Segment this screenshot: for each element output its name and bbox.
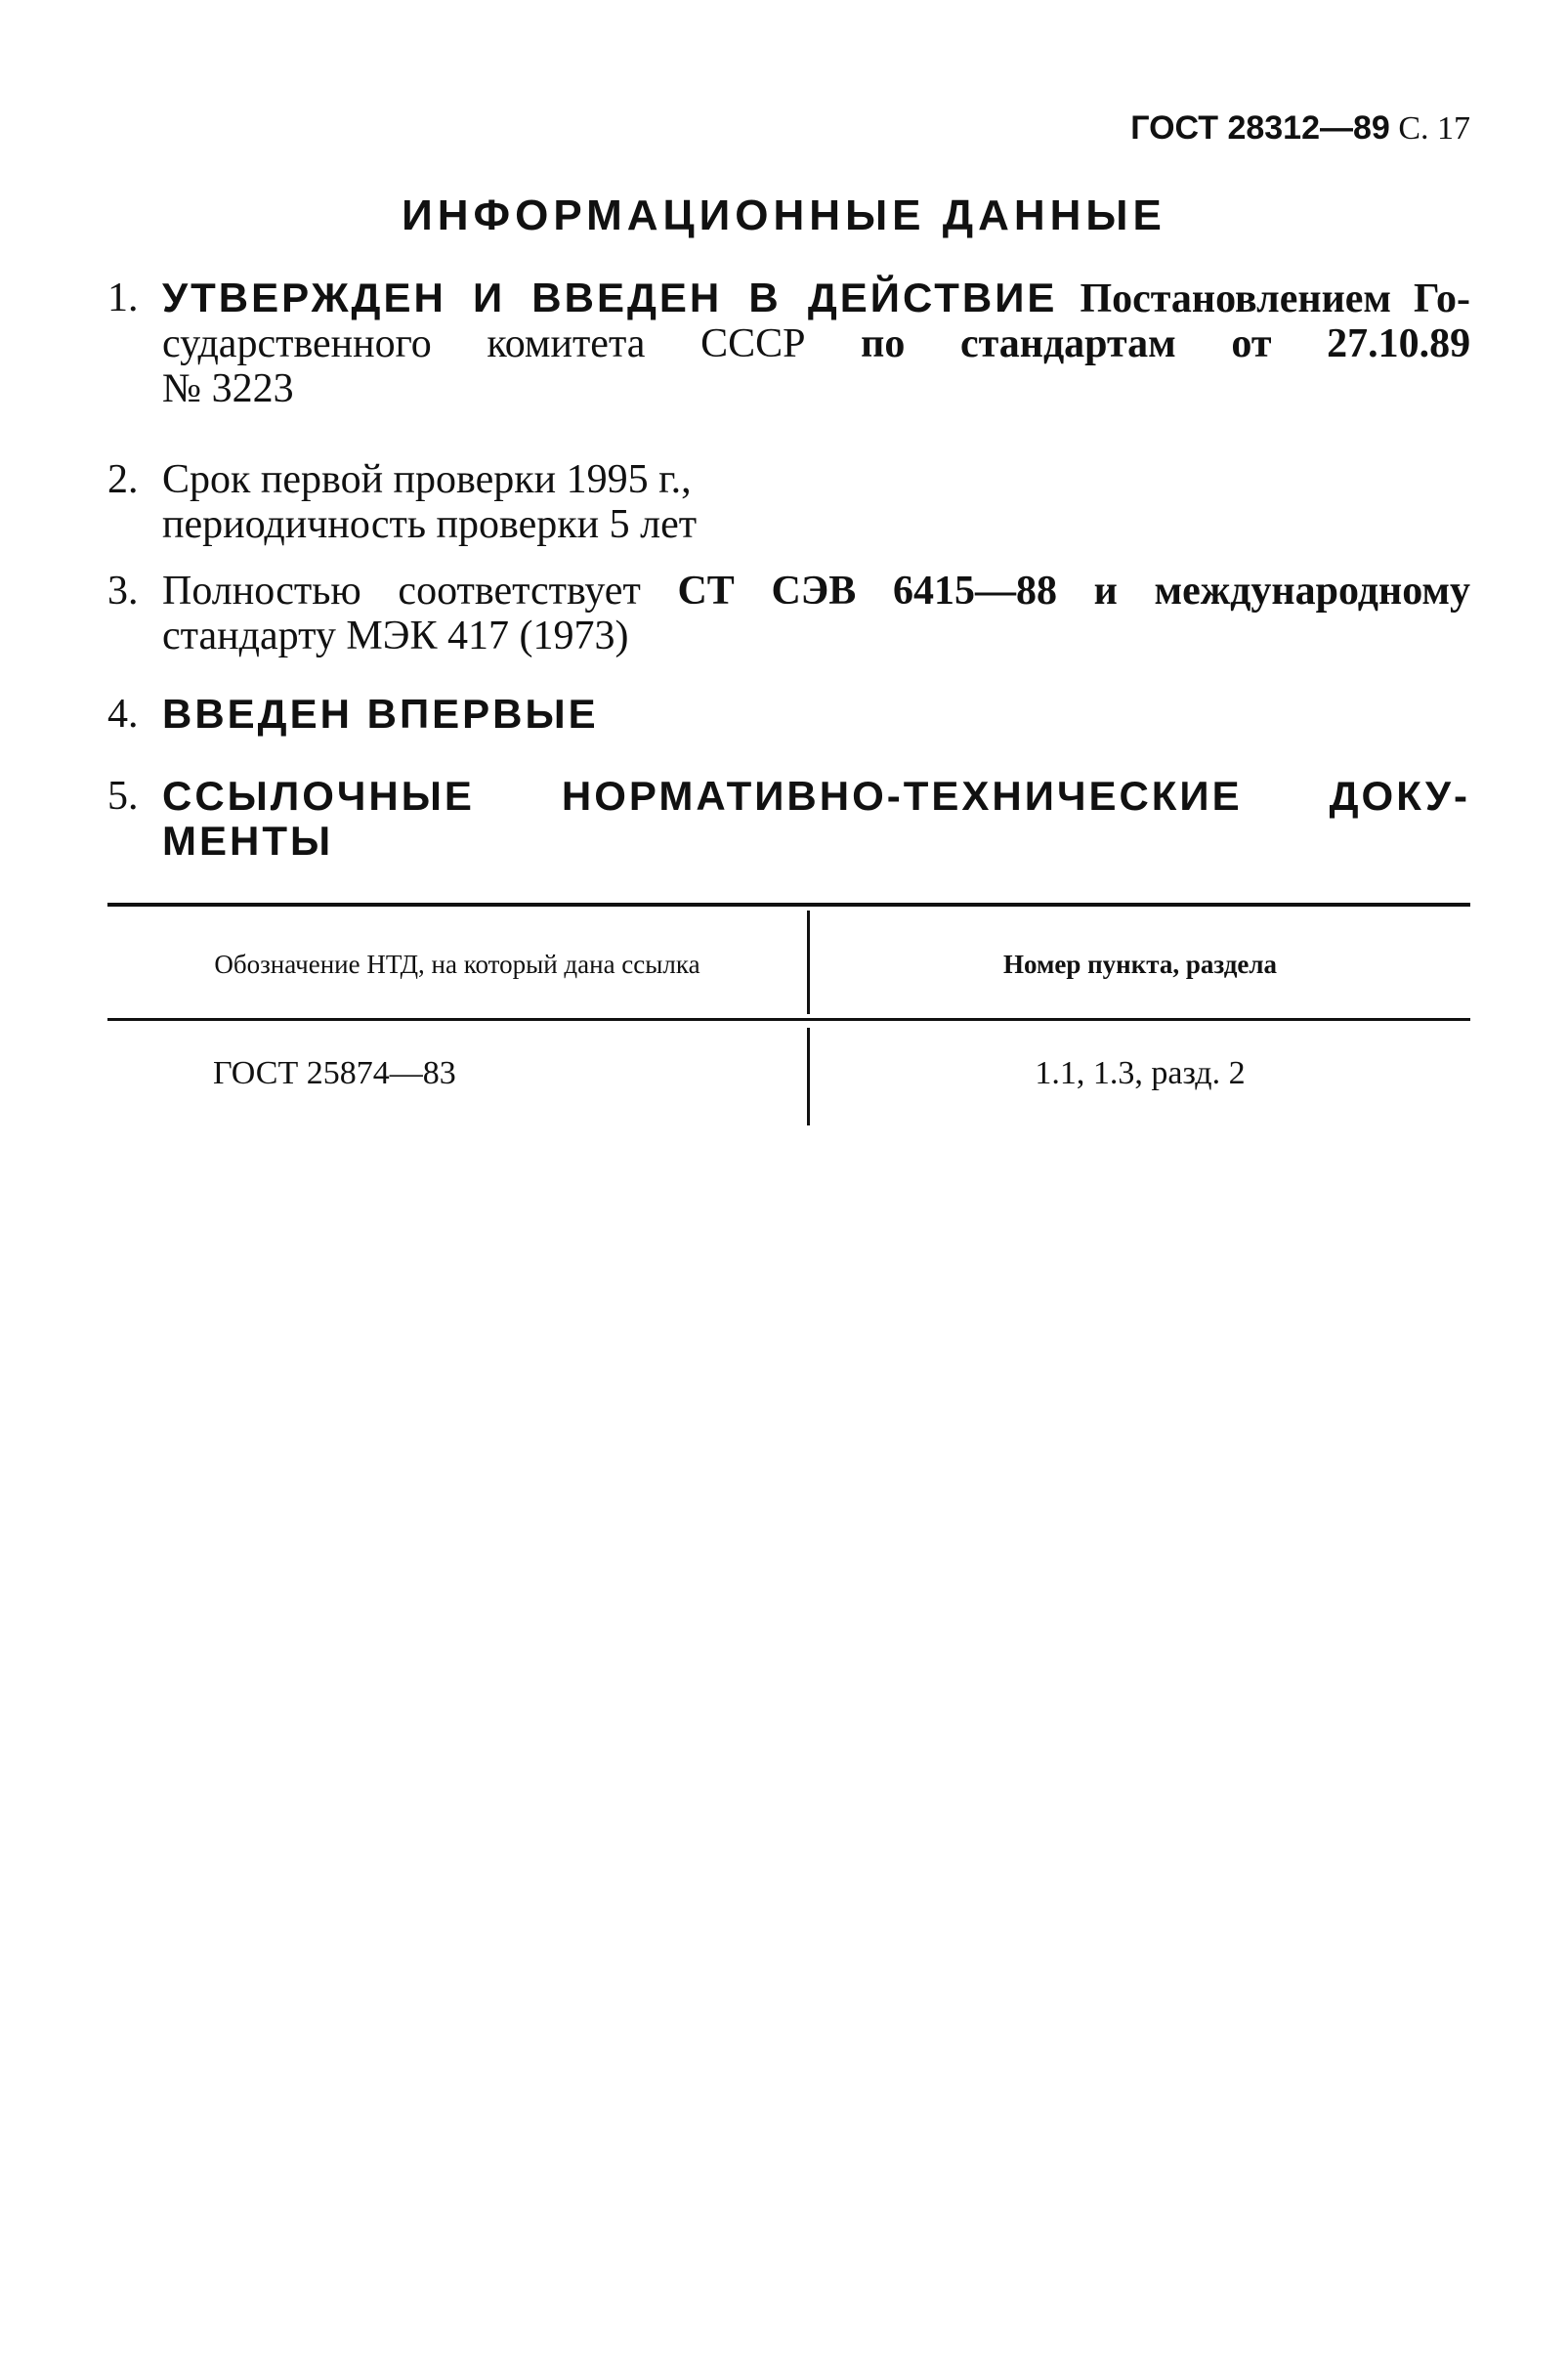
table-cell-section: 1.1, 1.3, разд. 2 [1035,1055,1246,1091]
table-cell-document: ГОСТ 25874—83 [213,1055,456,1091]
item-text: и международному [1093,569,1471,614]
item-number: 3. [107,569,139,614]
item-text: № 3223 [162,366,294,411]
item-number: 2. [107,457,139,502]
item-text: СТ СЭВ 6415—88 [677,569,1057,614]
standard-code: ГОСТ 28312—89 [1130,109,1390,147]
item-text: сударственного комитета [162,321,646,366]
item-heading: ДОКУ- [1329,773,1471,819]
item-line [162,321,1470,366]
table-header-rule [107,1018,1470,1021]
item-text: Постановлением Го- [1080,276,1471,321]
item-number: 4. [107,692,139,737]
page-title: ИНФОРМАЦИОННЫЕ ДАННЫЕ [402,191,1166,239]
item-heading: ВВЕДЕН ВПЕРВЫЕ [162,691,599,737]
item-line [162,276,1470,321]
list-item-approval [107,276,1470,411]
table-top-rule [107,903,1470,907]
table-header-section: Номер пункта, раздела [1002,950,1278,979]
list-item-compliance [107,569,1470,658]
item-heading: УТВЕРЖДЕН И ВВЕДЕН В ДЕЙСТВИЕ [162,275,1058,320]
running-header [1130,109,1470,148]
item-text: периодичность проверки 5 лет [162,502,698,547]
table-header-document: Обозначение НТД, на который дана ссылка [214,950,700,979]
item-text: Полностью соответствует [162,569,641,614]
list-item-introduced [107,692,1470,738]
list-item-references [107,774,1470,864]
item-line [162,569,1470,614]
item-number: 1. [107,276,139,320]
item-text: стандарту МЭК 417 (1973) [162,614,629,658]
item-text: по [861,321,906,366]
item-heading: НОРМАТИВНО-ТЕХНИЧЕСКИЕ [561,773,1243,819]
item-heading: ССЫЛОЧНЫЕ [162,773,475,819]
item-line [162,774,1470,819]
item-heading: МЕНТЫ [162,818,334,864]
item-text: от [1231,321,1272,366]
list-item-inspection [107,457,1470,547]
item-date: 27.10.89 [1327,321,1471,366]
item-number: 5. [107,774,139,819]
item-text: СССР [700,321,806,366]
item-text: Срок первой проверки 1995 г., [162,457,692,502]
item-text: стандартам [959,321,1176,366]
page-number: С. 17 [1398,110,1470,147]
